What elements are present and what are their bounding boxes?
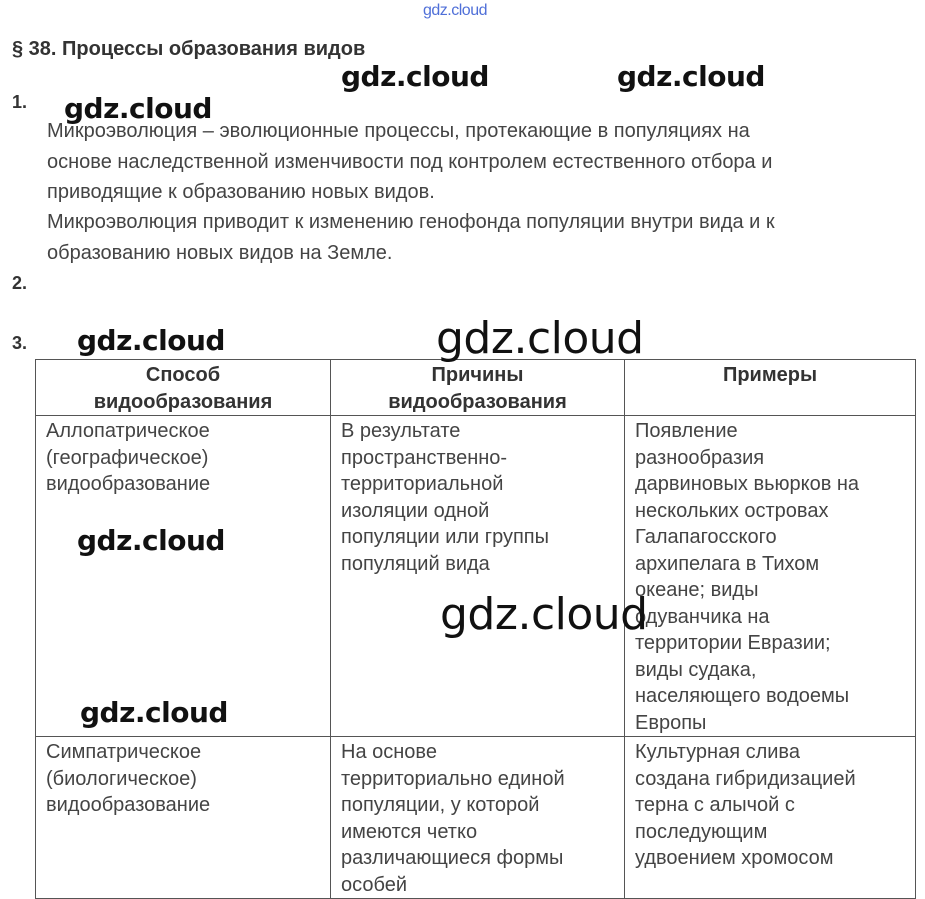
table-cell: Симпатрическое (биологическое) видообразование — [36, 737, 331, 899]
table-cell: Культурная слива создана гибридизацией терна с алычой с последующим удвоением хромосом — [625, 737, 916, 899]
watermark: gdz.cloud — [64, 92, 212, 125]
watermark: gdz.cloud — [617, 60, 765, 93]
watermark: gdz.cloud — [436, 313, 644, 364]
header-causes: Причины видообразования — [331, 360, 625, 416]
watermark: gdz.cloud — [77, 524, 225, 557]
table-cell: Аллопатрическое (географическое) видообразование — [36, 416, 331, 737]
table-header-row — [36, 360, 916, 416]
table-row — [36, 737, 916, 899]
header-examples: Примеры — [625, 360, 916, 416]
site-link[interactable]: gdz.cloud — [423, 2, 487, 19]
table-cell: В результате пространственно- территориальной изоляции одной популяции или группы популяций вида — [331, 416, 625, 737]
watermark: gdz.cloud — [341, 60, 489, 93]
table-cell: На основе территориально единой популяции, у которой имеются четко различающиеся формы особей — [331, 737, 625, 899]
item-number-2: 2. — [12, 273, 28, 293]
item-number-1: 1. — [12, 92, 28, 112]
watermark: gdz.cloud — [80, 696, 228, 729]
table-cell: Появление разнообразия дарвиновых вьюрков на нескольких островах Галапагосского архипелага в Тихом океане; виды одуванчика на территории Евразии; виды судака, населяющего водоемы Европы — [625, 416, 916, 737]
answer-1-paragraph-2: Микроэволюция приводит к изменению генофонда популяции внутри вида и к образованию новых видов на Земле. — [47, 211, 775, 264]
item-number-3: 3. — [12, 333, 28, 353]
answer-1-paragraph-1: Микроэволюция – эволюционные процессы, протекающие в популяциях на основе наследственной изменчивости под контролем естественного отбора и приводящие к образованию новых видов. — [47, 120, 773, 203]
section-title: § 38. Процессы образования видов — [12, 38, 366, 60]
header-method: Способ видообразования — [36, 360, 331, 416]
watermark: gdz.cloud — [77, 324, 225, 357]
table-row — [36, 416, 916, 737]
watermark: gdz.cloud — [440, 589, 648, 640]
